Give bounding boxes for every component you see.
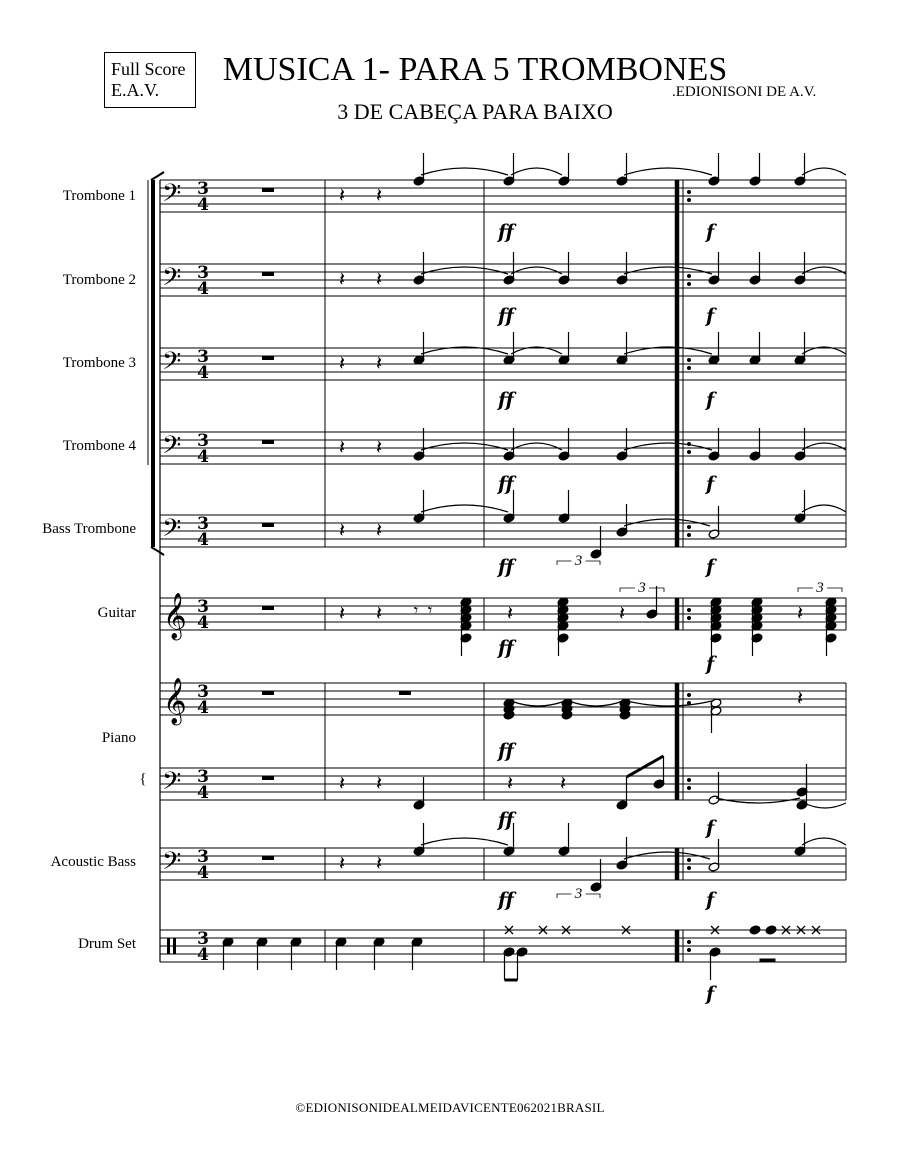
tie-curve: [802, 267, 846, 274]
whole-rest: [262, 776, 274, 780]
repeat-dot: [687, 858, 691, 862]
system-bracket: [151, 180, 155, 547]
repeat-dot: [687, 366, 691, 370]
instrument-label: Piano: [101, 730, 136, 746]
dynamic-marking: ff: [498, 889, 514, 911]
tuplet-number: 3: [574, 886, 583, 902]
tie-curve: [511, 168, 562, 175]
quarter-note: [749, 925, 761, 935]
dynamic-marking: ff: [498, 473, 514, 495]
quarter-rest: 𝄽: [618, 601, 626, 625]
quarter-rest: 𝄽: [375, 351, 383, 375]
repeat-dot: [687, 616, 691, 620]
eighth-beam: [627, 756, 664, 777]
tie-curve: [804, 803, 846, 808]
repeat-dot: [687, 274, 691, 278]
dynamic-marking: f: [706, 221, 715, 243]
repeat-dot: [687, 450, 691, 454]
tuplet-number: 3: [816, 580, 824, 596]
tie-curve: [624, 443, 712, 450]
whole-rest: [262, 440, 274, 444]
quarter-rest: 𝄽: [375, 851, 383, 875]
quarter-rest: 𝄽: [375, 771, 383, 795]
dynamic-marking: ff: [498, 740, 514, 762]
composer-credit: .EDIONISONI DE A.V.: [672, 84, 817, 100]
repeat-dot: [687, 525, 691, 529]
time-signature-numerator: 3: [197, 847, 209, 867]
quarter-rest: 𝄽: [338, 851, 346, 875]
repeat-dot: [687, 866, 691, 870]
tie-curve: [624, 168, 712, 175]
quarter-rest: 𝄽: [796, 601, 804, 625]
instrument-label: Trombone 3: [62, 355, 136, 371]
repeat-dot: [687, 693, 691, 697]
quarter-rest: 𝄽: [375, 435, 383, 459]
quarter-rest: 𝄽: [796, 686, 804, 710]
whole-rest: [262, 272, 274, 276]
time-signature-numerator: 3: [197, 263, 209, 283]
quarter-rest: 𝄽: [375, 518, 383, 542]
treble-clef-icon: 𝄞: [163, 593, 187, 639]
quarter-rest: 𝄽: [338, 601, 346, 625]
eighth-rest: 𝄾: [413, 601, 419, 621]
whole-rest: [262, 856, 274, 860]
tuplet-number: 3: [574, 553, 583, 569]
whole-rest: [262, 691, 274, 695]
repeat-dot: [687, 608, 691, 612]
time-signature-denominator: 4: [197, 613, 209, 633]
quarter-rest: 𝄽: [338, 518, 346, 542]
repeat-dot: [687, 533, 691, 537]
dynamic-marking: f: [706, 653, 715, 675]
dynamic-marking: ff: [498, 389, 514, 411]
quarter-rest: 𝄽: [375, 601, 383, 625]
time-signature-denominator: 4: [197, 279, 209, 299]
time-signature-numerator: 3: [197, 179, 209, 199]
quarter-rest: 𝄽: [338, 771, 346, 795]
whole-rest: [262, 356, 274, 360]
tie-curve: [421, 505, 508, 512]
dynamic-marking: f: [706, 389, 715, 411]
bass-clef-icon: 𝄢: [162, 263, 182, 298]
tie-curve: [802, 505, 846, 512]
instrument-label: Acoustic Bass: [50, 854, 136, 870]
instrument-label: Bass Trombone: [42, 521, 136, 537]
tie-curve: [802, 168, 846, 175]
time-signature-numerator: 3: [197, 682, 209, 702]
time-signature-denominator: 4: [197, 195, 209, 215]
piano-brace: {: [139, 771, 147, 787]
time-signature-denominator: 4: [197, 698, 209, 718]
quarter-rest: 𝄽: [338, 351, 346, 375]
dynamic-marking: f: [706, 889, 715, 911]
tie-curve: [569, 701, 623, 706]
quarter-rest: 𝄽: [338, 183, 346, 207]
instrument-label: Trombone 1: [62, 188, 136, 204]
score-subtitle: 3 DE CABEÇA PARA BAIXO: [337, 99, 613, 124]
repeat-dot: [687, 198, 691, 202]
quarter-rest: 𝄽: [375, 267, 383, 291]
score-type-line1: Full Score: [111, 59, 186, 79]
tie-curve: [802, 838, 846, 845]
quarter-rest: 𝄽: [338, 267, 346, 291]
dynamic-marking: f: [706, 983, 715, 1005]
tie-curve: [511, 443, 562, 450]
dynamic-marking: f: [706, 473, 715, 495]
time-signature-denominator: 4: [197, 783, 209, 803]
dynamic-marking: ff: [498, 637, 514, 659]
whole-rest: [262, 188, 274, 192]
repeat-dot: [687, 940, 691, 944]
whole-rest: [262, 606, 274, 610]
percussion-clef-icon: [167, 938, 170, 954]
repeat-dot: [687, 948, 691, 952]
dynamic-marking: ff: [498, 556, 514, 578]
dynamic-marking: ff: [498, 305, 514, 327]
whole-rest: [262, 523, 274, 527]
eighth-rest: 𝄾: [427, 601, 433, 621]
time-signature-denominator: 4: [197, 363, 209, 383]
bass-clef-icon: 𝄢: [162, 847, 182, 882]
dynamic-marking: ff: [498, 809, 514, 831]
tie-curve: [627, 701, 712, 706]
instrument-label: Guitar: [97, 605, 136, 621]
copyright-footer: ©EDIONISONIDEALMEIDAVICENTE062021BRASIL: [295, 1100, 605, 1115]
time-signature-denominator: 4: [197, 863, 209, 883]
dynamic-marking: f: [706, 556, 715, 578]
instrument-label: Trombone 2: [62, 272, 136, 288]
tie-curve: [511, 267, 562, 274]
time-signature-denominator: 4: [197, 530, 209, 550]
bass-clef-icon: 𝄢: [162, 431, 182, 466]
tie-curve: [511, 701, 565, 706]
quarter-note: [765, 925, 777, 935]
quarter-rest: 𝄽: [506, 601, 514, 625]
tie-curve: [421, 838, 508, 845]
time-signature-denominator: 4: [197, 447, 209, 467]
quarter-rest: 𝄽: [375, 183, 383, 207]
quarter-rest: 𝄽: [338, 435, 346, 459]
tie-curve: [802, 443, 846, 450]
score-title: MUSICA 1- PARA 5 TROMBONES: [222, 51, 728, 88]
quarter-rest: 𝄽: [559, 771, 567, 795]
time-signature-numerator: 3: [197, 929, 209, 949]
time-signature-numerator: 3: [197, 767, 209, 787]
whole-rest: [399, 691, 411, 695]
bass-clef-icon: 𝄢: [162, 179, 182, 214]
time-signature-numerator: 3: [197, 431, 209, 451]
repeat-dot: [687, 786, 691, 790]
repeat-dot: [687, 190, 691, 194]
dynamic-marking: f: [706, 817, 715, 839]
dynamic-marking: ff: [498, 221, 514, 243]
bass-clef-icon: 𝄢: [162, 514, 182, 549]
tie-curve: [421, 443, 508, 450]
bass-clef-icon: 𝄢: [162, 347, 182, 382]
bass-clef-icon: 𝄢: [162, 767, 182, 802]
time-signature-denominator: 4: [197, 945, 209, 965]
score-type-line2: E.A.V.: [111, 80, 160, 100]
instrument-label: Drum Set: [78, 936, 136, 952]
tie-curve: [624, 267, 712, 274]
tuplet-number: 3: [638, 580, 646, 596]
tie-curve: [421, 168, 508, 175]
instrument-label: Trombone 4: [62, 438, 136, 454]
time-signature-numerator: 3: [197, 597, 209, 617]
quarter-rest: 𝄽: [506, 771, 514, 795]
dynamic-marking: f: [706, 305, 715, 327]
time-signature-numerator: 3: [197, 347, 209, 367]
repeat-dot: [687, 282, 691, 286]
repeat-dot: [687, 778, 691, 782]
percussion-clef-icon: [173, 938, 176, 954]
time-signature-numerator: 3: [197, 514, 209, 534]
tie-curve: [421, 267, 508, 274]
treble-clef-icon: 𝄞: [163, 678, 187, 724]
repeat-dot: [687, 358, 691, 362]
